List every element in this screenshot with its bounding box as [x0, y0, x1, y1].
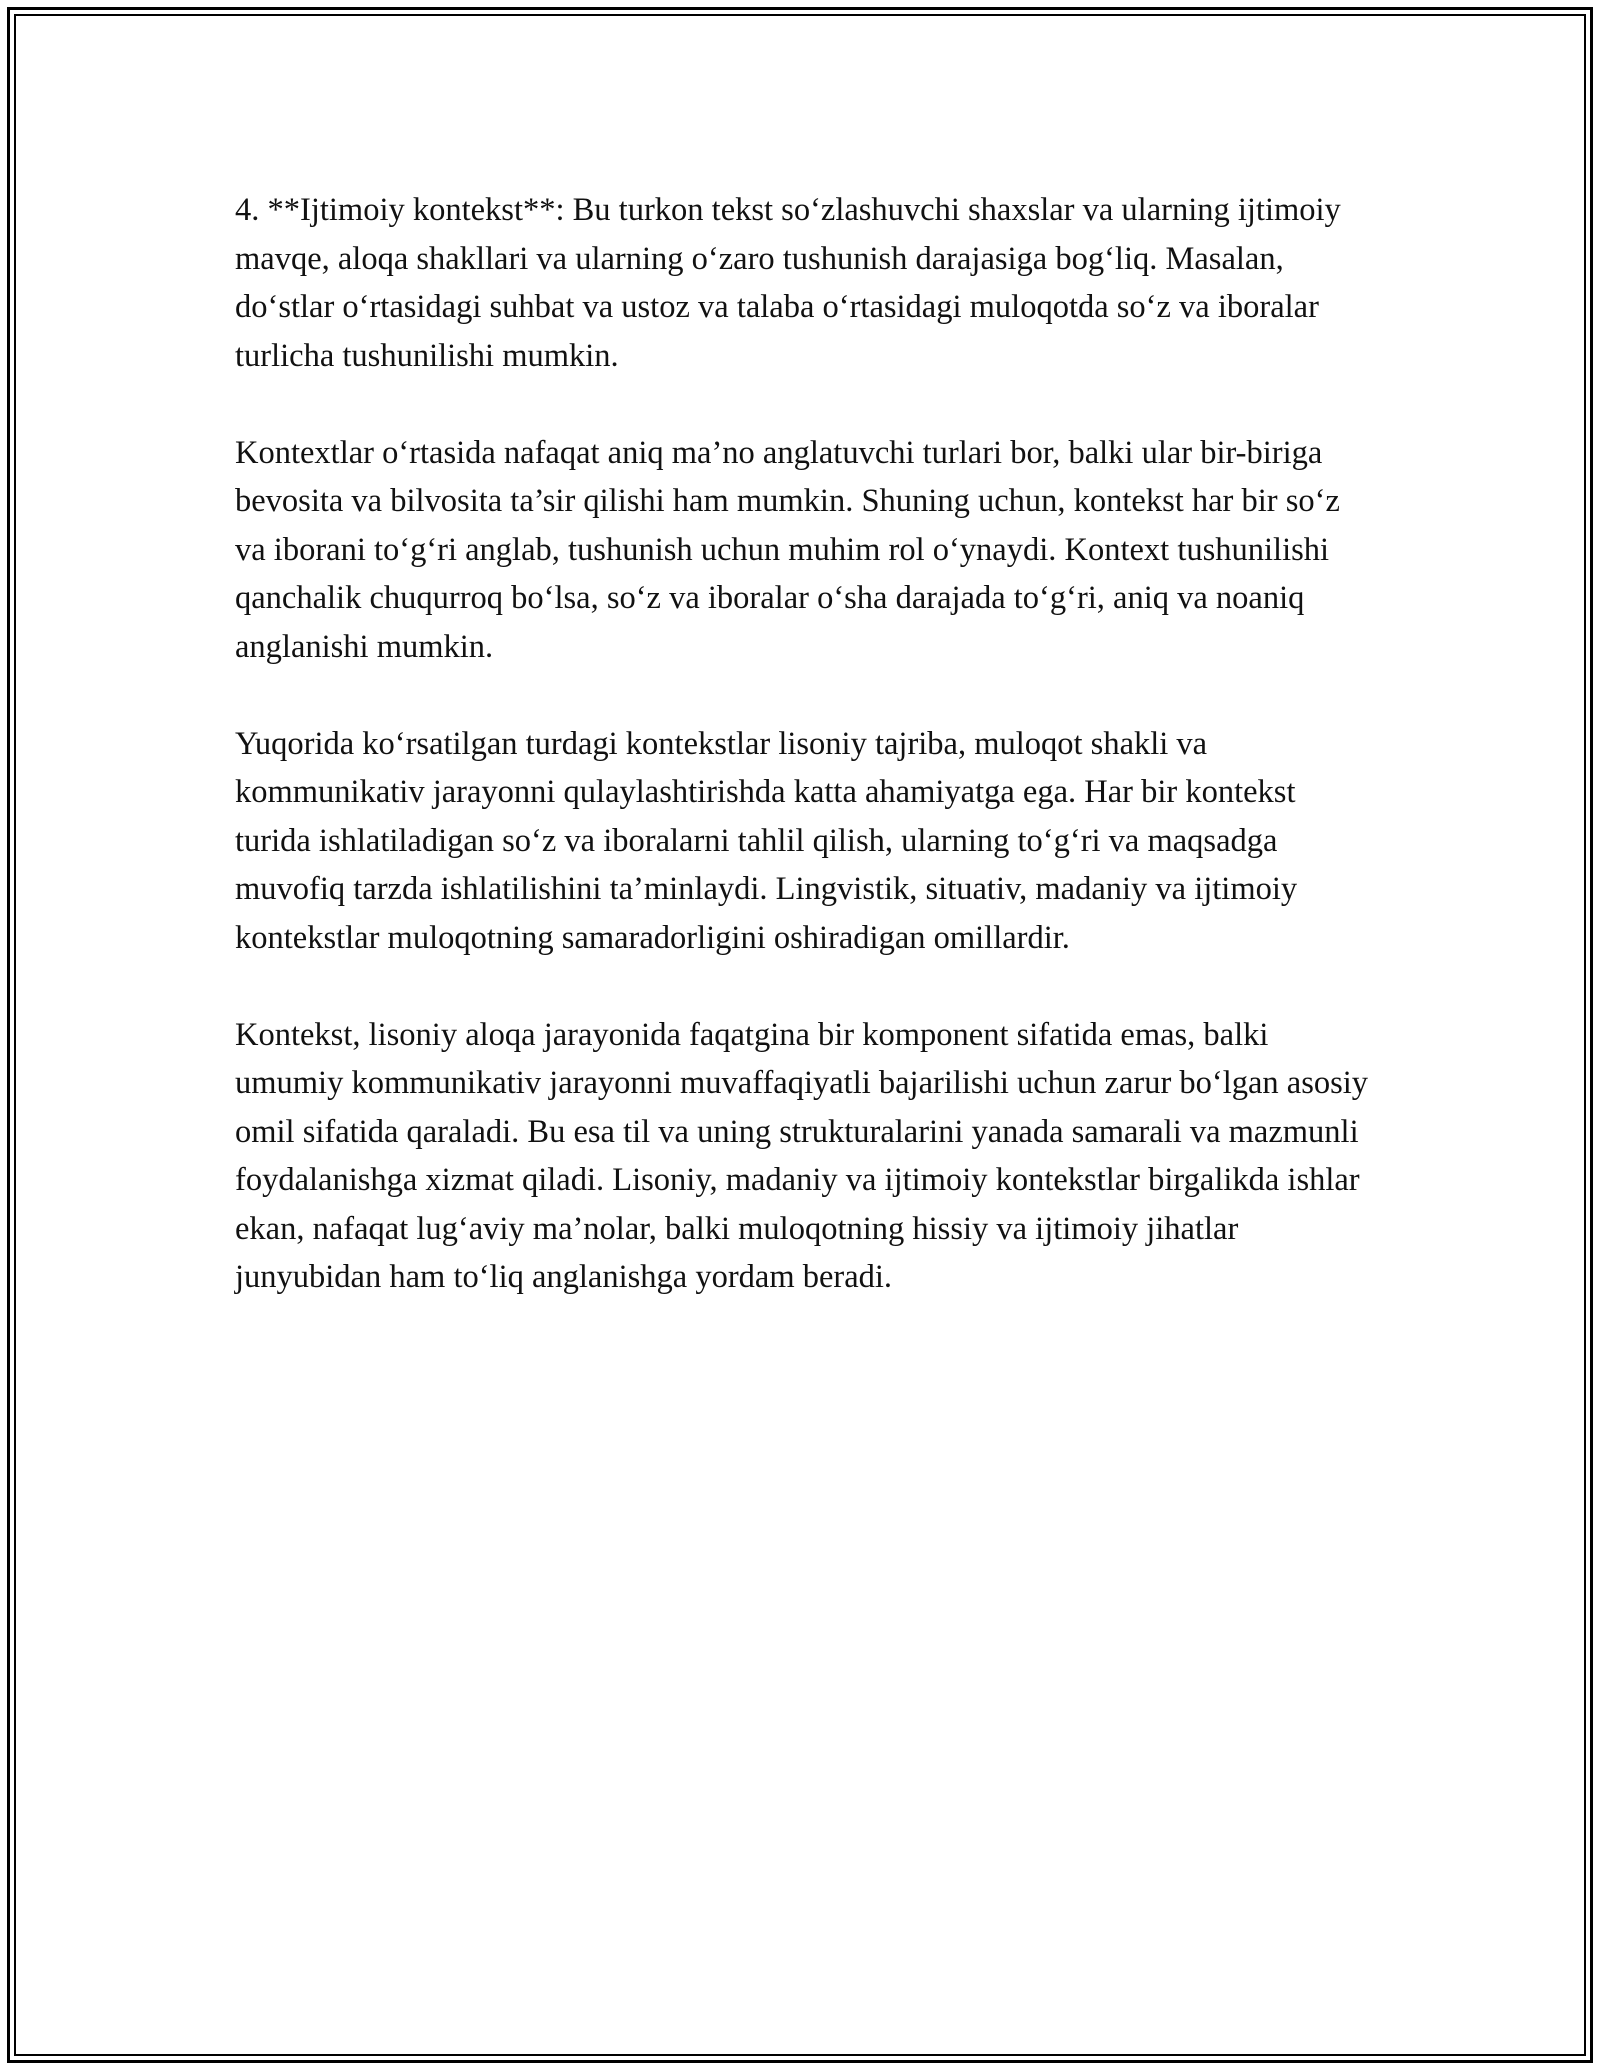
paragraph-social-context: 4. **Ijtimoiy kontekst**: Bu turkon tekst so‘zlashuvchi shaxslar va ularning ijtimoiy mavqe, aloqa shakllari va ularning o‘zaro tushunish darajasiga bog‘liq. Masalan, do‘stlar o‘rtasidagi suhbat va ustoz va talaba o‘rtasidagi muloqotda so‘z va iboralar turlicha tushunilishi mumkin. [235, 192, 1341, 374]
paragraph-context-types: Kontextlar o‘rtasida nafaqat aniq ma’no anglatuvchi turlari bor, balki ular bir-biriga bevosita va bilvosita ta’sir qilishi ham mumkin. Shuning uchun, kontekst har bir so‘z va iborani to‘g‘ri anglab, tushunish uchun muhim rol o‘ynaydi. Kontext tushunilishi qanchalik chuqurroq bo‘lsa, so‘z va iboralar o‘sha darajada to‘g‘ri, aniq va noaniq anglanishi mumkin. [235, 434, 1340, 665]
document-body [235, 186, 1375, 1350]
paragraph-context-importance: Yuqorida ko‘rsatilgan turdagi kontekstlar lisoniy tajriba, muloqot shakli va kommunikativ jarayonni qulaylashtirishda katta ahamiyatga ega. Har bir kontekst turida ishlatiladigan so‘z va iboralarni tahlil qilish, ularning to‘g‘ri va maqsadga muvofiq tarzda ishlatilishini ta’minlaydi. Lingvistik, situativ, madaniy va ijtimoiy kontekstlar muloqotning samaradorligini oshiradigan omillardir. [235, 725, 1298, 956]
paragraph-conclusion: Kontekst, lisoniy aloqa jarayonida faqatgina bir komponent sifatida emas, balki umumiy kommunikativ jarayonni muvaffaqiyatli bajarilishi uchun zarur bo‘lgan asosiy omil sifatida qaraladi. Bu esa til va uning strukturalarini yanada samarali va mazmunli foydalanishga xizmat qiladi. Lisoniy, madaniy va ijtimoiy kontekstlar birgalikda ishlar ekan, nafaqat lug‘aviy ma’nolar, balki muloqotning hissiy va ijtimoiy jihatlar junyubidan ham to‘liq anglanishga yordam beradi. [235, 1016, 1369, 1295]
